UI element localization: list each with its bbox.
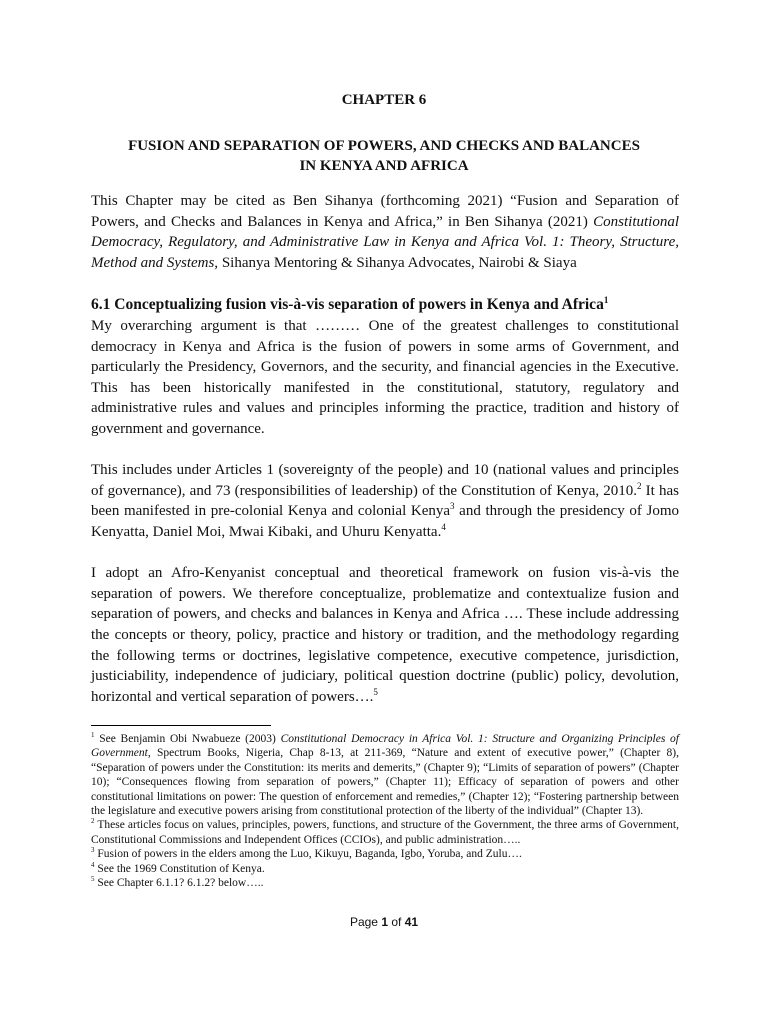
footnote-2 — [91, 818, 679, 847]
footnote-2-text: These articles focus on values, principles, powers, functions, and structure of the Government, the three arms of Government, Constitutional Commissions and Independent Offices (CCIOs), and public administration….. — [91, 819, 679, 846]
paragraph-2-part-b: It has been manifested in pre-colonial Kenya and colonial Kenya — [91, 482, 679, 520]
footnote-ref-4[interactable]: 4 — [441, 521, 446, 532]
footnotes — [91, 732, 679, 890]
citation-book-title: Constitutional Democracy, Regulatory, and Administrative Law in Kenya and Africa Vol. 1: Theory, Structure, Method and Systems, — [91, 213, 679, 271]
of-word: of — [388, 915, 405, 929]
citation-tail: Sihanya Mentoring & Sihanya Advocates, Nairobi & Siaya — [218, 254, 577, 271]
footnote-1 — [91, 732, 679, 818]
footnote-3-text: Fusion of powers in the elders among the Luo, Kikuyu, Baganda, Igbo, Yoruba, and Zulu…. — [94, 848, 522, 861]
paragraph-2-part-c: and through the presidency of Jomo Kenyatta, Daniel Moi, Mwai Kibaki, and Uhuru Kenyatta. — [91, 503, 680, 540]
footnote-ref-5[interactable]: 5 — [373, 686, 378, 697]
section-heading-text: 6.1 Conceptualizing fusion vis-à-vis separation of powers in Kenya and Africa — [91, 296, 604, 313]
paragraph-3 — [91, 563, 679, 707]
page-number — [0, 915, 768, 929]
footnote-ref-1[interactable]: 1 — [603, 294, 609, 305]
footnote-1-part-a: See Benjamin Obi Nwabueze (2003) — [94, 733, 281, 745]
chapter-number: CHAPTER 6 — [341, 92, 427, 108]
footnote-1-title: Constitutional Democracy in Africa Vol. 1: Structure and Organizing Principles of Government — [91, 733, 679, 760]
paragraph-3-text: I adopt an Afro-Kenyanist conceptual and theoretical framework on fusion vis-à-vis the separation of powers. We therefore conceptualize, problematize and contextualize fusion and separation of powers, and checks and balances in Kenya and Africa …. These include addressing the concepts or theory, policy, practice and history or tradition, and the methodology regarding the following terms or doctrines, legislative competence, executive competence, jurisdiction, justiciability, independence of judiciary, political question doctrine (public) policy, devolution, horizontal and vertical separation of powers…. — [91, 565, 679, 705]
chapter-heading — [0, 136, 768, 176]
citation-lead: This Chapter may be cited as Ben Sihanya (forthcoming 2021) “Fusion and Separation of Powers, and Checks and Balances in Kenya and Africa,” in Ben Sihanya (2021) — [91, 193, 679, 230]
paragraph-2-part-a: This includes under Articles 1 (sovereignty of the people) and 10 (national values and principles of governance), and 73 (responsibilities of leadership) of the Constitution of Kenya, 2010. — [91, 462, 679, 499]
total-pages: 41 — [404, 915, 419, 929]
footnote-5-number: 5 — [91, 875, 95, 884]
section-6-1 — [91, 294, 679, 707]
paragraph-1: My overarching argument is that ……… One of the greatest challenges to constitutional democracy in Kenya and Africa is the fusion of powers in some arms of Government, and particularly the Presidency, Governors, and the security, and financial agencies in the Executive. This has been historically manifested in the constitutional, statutory, regulatory and administrative rules and values and principles informing the practice, tradition and history of government and governance. — [91, 318, 679, 437]
footnote-1-number: 1 — [91, 731, 95, 740]
footnote-4-number: 4 — [91, 860, 95, 869]
footnote-4 — [91, 862, 679, 876]
section-heading — [91, 294, 679, 316]
footnote-1-part-b: , Spectrum Books, Nigeria, Chap 8-13, at 211-369, “Nature and extent of executive power,” (Chapter 8), “Separation of powers under the Constitution: its merits and demerits,” (Chapter 9); “Limits of separation of powers” (Chapter 10); “Consequences flowing from separation of powers,” (Chapter 11); Efficacy of separation of powers and other constitutional limitations on power: The question of enforcement and remedies,” (Chapter 12); “Fostering partnership between the legislature and executive powers arising from constitutional protection of the liberty of the individual” (Chapter 13). — [91, 747, 679, 818]
footnote-separator — [91, 725, 271, 726]
footnote-3-number: 3 — [91, 846, 95, 855]
chapter-heading-line-1: FUSION AND SEPARATION OF POWERS, AND CHECKS AND BALANCES — [128, 138, 640, 154]
chapter-heading-line-2: IN KENYA AND AFRICA — [299, 158, 469, 174]
footnote-5-text: See Chapter 6.1.1? 6.1.2? below….. — [94, 877, 264, 890]
paragraph-2 — [91, 460, 679, 542]
footnote-5 — [91, 876, 679, 890]
footnote-2-number: 2 — [91, 817, 95, 826]
current-page: 1 — [381, 915, 388, 929]
footnote-ref-2[interactable]: 2 — [637, 480, 642, 491]
citation-paragraph — [91, 191, 679, 273]
page-word: Page — [349, 915, 382, 929]
footnote-ref-3[interactable]: 3 — [450, 501, 455, 512]
footnote-4-text: See the 1969 Constitution of Kenya. — [94, 862, 265, 875]
footnote-3 — [91, 847, 679, 861]
